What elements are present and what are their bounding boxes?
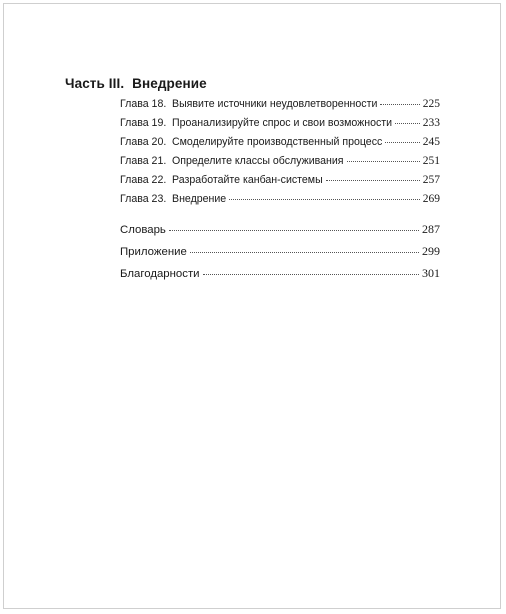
chapter-title: Определите классы обслуживания — [172, 155, 344, 167]
dot-leader — [326, 180, 420, 181]
toc-entry-appendix[interactable] — [120, 244, 440, 258]
page-number: 251 — [422, 155, 440, 167]
part-heading — [65, 76, 207, 91]
dot-leader — [229, 199, 420, 200]
dot-leader — [395, 123, 420, 124]
dot-leader — [385, 142, 419, 143]
entry-title: Приложение — [120, 246, 187, 258]
page-number: 233 — [422, 117, 440, 129]
part-title: Внедрение — [132, 76, 207, 91]
chapter-title: Проанализируйте спрос и свои возможности — [172, 117, 393, 129]
chapter-title: Смоделируйте производственный процесс — [172, 136, 383, 148]
dot-leader — [169, 230, 419, 231]
page-number: 257 — [422, 174, 440, 186]
chapter-label: Глава 21. — [120, 155, 167, 167]
toc-entry-chapter-21[interactable] — [120, 155, 440, 169]
page-number: 299 — [422, 244, 440, 258]
chapter-label: Глава 22. — [120, 174, 167, 186]
dot-leader — [380, 104, 419, 105]
dot-leader — [347, 161, 420, 162]
chapter-title: Разработайте канбан-системы — [172, 174, 323, 186]
page-number: 287 — [422, 222, 440, 236]
part-label: Часть III. — [65, 76, 125, 91]
toc-entry-chapter-20[interactable] — [120, 136, 440, 150]
chapter-title: Выявите источники неудовлетворенности — [172, 98, 378, 110]
page-number: 245 — [422, 136, 440, 148]
entry-title: Благодарности — [120, 268, 200, 280]
page-number: 269 — [422, 193, 440, 205]
dot-leader — [203, 274, 419, 275]
page-number: 301 — [422, 266, 440, 280]
toc-entry-chapter-19[interactable] — [120, 117, 440, 131]
chapter-title: Внедрение — [172, 193, 227, 205]
chapter-label: Глава 20. — [120, 136, 167, 148]
document-page — [3, 3, 501, 609]
chapter-label: Глава 18. — [120, 98, 167, 110]
toc-entry-glossary[interactable] — [120, 222, 440, 236]
chapter-label: Глава 19. — [120, 117, 167, 129]
chapter-label: Глава 23. — [120, 193, 167, 205]
dot-leader — [190, 252, 419, 253]
toc-entry-chapter-18[interactable] — [120, 98, 440, 112]
toc-entry-chapter-22[interactable] — [120, 174, 440, 188]
toc-entry-chapter-23[interactable] — [120, 193, 440, 207]
toc-entry-acknowledgements[interactable] — [120, 266, 440, 280]
page-number: 225 — [422, 98, 440, 110]
entry-title: Словарь — [120, 224, 166, 236]
